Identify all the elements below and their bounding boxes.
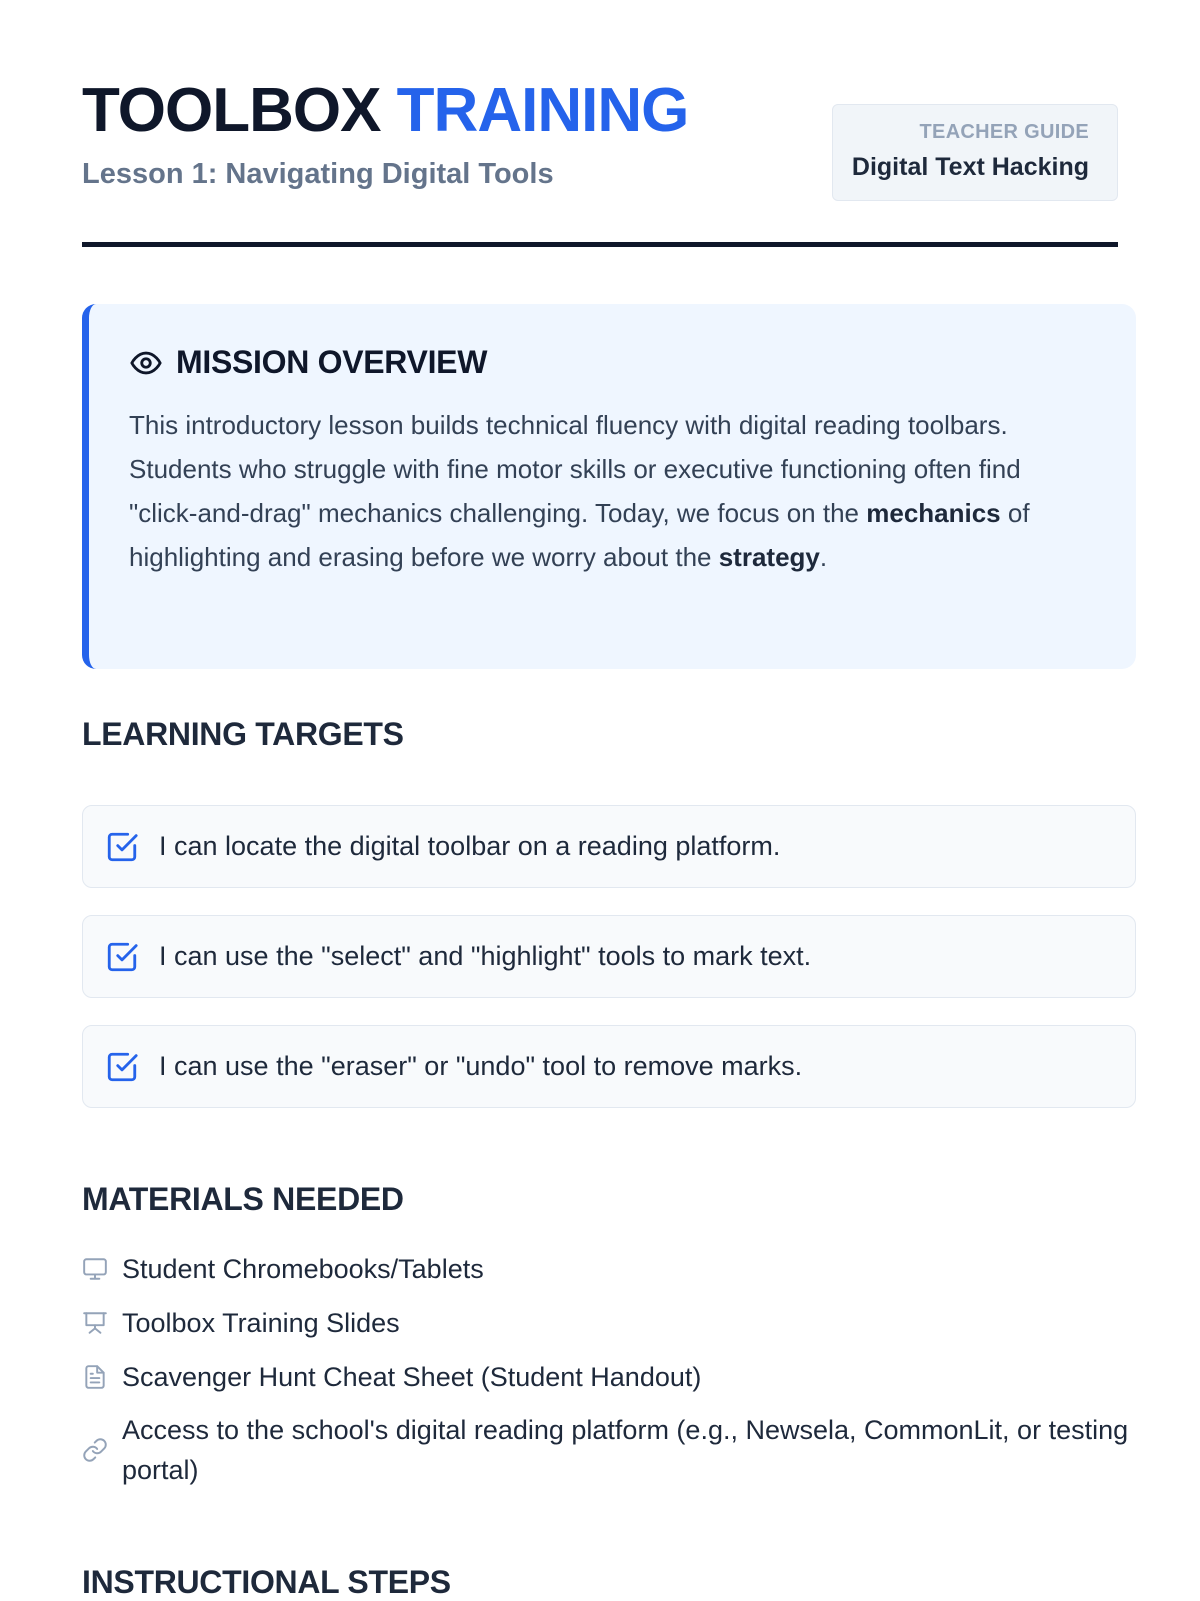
- mission-text-part-1: This introductory lesson builds technical fluency with digital reading toolbars. Students who struggle with fine motor skills or executive functioning often find "click-and-drag" mechanics challenging. Today, we focus on the: [129, 410, 1021, 528]
- checkbox-icon: [105, 940, 139, 974]
- learning-target-label: I can locate the digital toolbar on a reading platform.: [159, 831, 781, 861]
- presentation-icon: [82, 1310, 108, 1336]
- learning-target-item: [82, 805, 1136, 888]
- document-icon: [82, 1364, 108, 1390]
- mission-text: [129, 403, 1092, 579]
- materials-heading: MATERIALS NEEDED: [82, 1181, 404, 1217]
- learning-target-item: [82, 1025, 1136, 1108]
- learning-targets-heading: LEARNING TARGETS: [82, 716, 404, 752]
- material-item: [82, 1357, 701, 1397]
- learning-target-label: I can use the "select" and "highlight" tools to mark text.: [159, 941, 812, 971]
- eye-icon: [129, 346, 163, 380]
- monitor-icon: [82, 1256, 108, 1282]
- learning-target-label: I can use the "eraser" or "undo" tool to remove marks.: [159, 1051, 803, 1081]
- title-accent: TRAINING: [396, 76, 689, 145]
- mission-title: MISSION OVERVIEW: [176, 344, 488, 380]
- title-main: TOOLBOX: [82, 76, 381, 145]
- mission-header: [129, 344, 1092, 381]
- material-item: [82, 1303, 400, 1343]
- guide-value: Digital Text Hacking: [851, 153, 1089, 181]
- instructional-steps-heading: INSTRUCTIONAL STEPS: [82, 1564, 451, 1600]
- learning-target-item: [82, 915, 1136, 998]
- mission-overview-panel: [82, 304, 1136, 669]
- material-label: Access to the school's digital reading platform (e.g., Newsela, CommonLit, or testing portal): [122, 1415, 1129, 1485]
- page-header: [82, 0, 1118, 247]
- material-item: [82, 1249, 484, 1289]
- checkbox-icon: [105, 830, 139, 864]
- material-label: Scavenger Hunt Cheat Sheet (Student Handout): [122, 1362, 702, 1392]
- material-label: Student Chromebooks/Tablets: [122, 1254, 484, 1284]
- mission-bold-strategy: strategy: [718, 542, 820, 572]
- guide-label: TEACHER GUIDE: [919, 121, 1089, 143]
- material-label: Toolbox Training Slides: [122, 1308, 400, 1338]
- teacher-guide-badge: [832, 104, 1118, 201]
- mission-bold-mechanics: mechanics: [866, 498, 1001, 528]
- page-title: [82, 76, 688, 146]
- lesson-subtitle: Lesson 1: Navigating Digital Tools: [82, 158, 554, 190]
- checkbox-icon: [105, 1050, 139, 1084]
- material-item: [82, 1410, 1136, 1490]
- mission-text-part-3: .: [819, 542, 828, 572]
- link-icon: [82, 1437, 108, 1463]
- mission-text-part-2: of highlighting and erasing before we worry about the: [129, 498, 1030, 572]
